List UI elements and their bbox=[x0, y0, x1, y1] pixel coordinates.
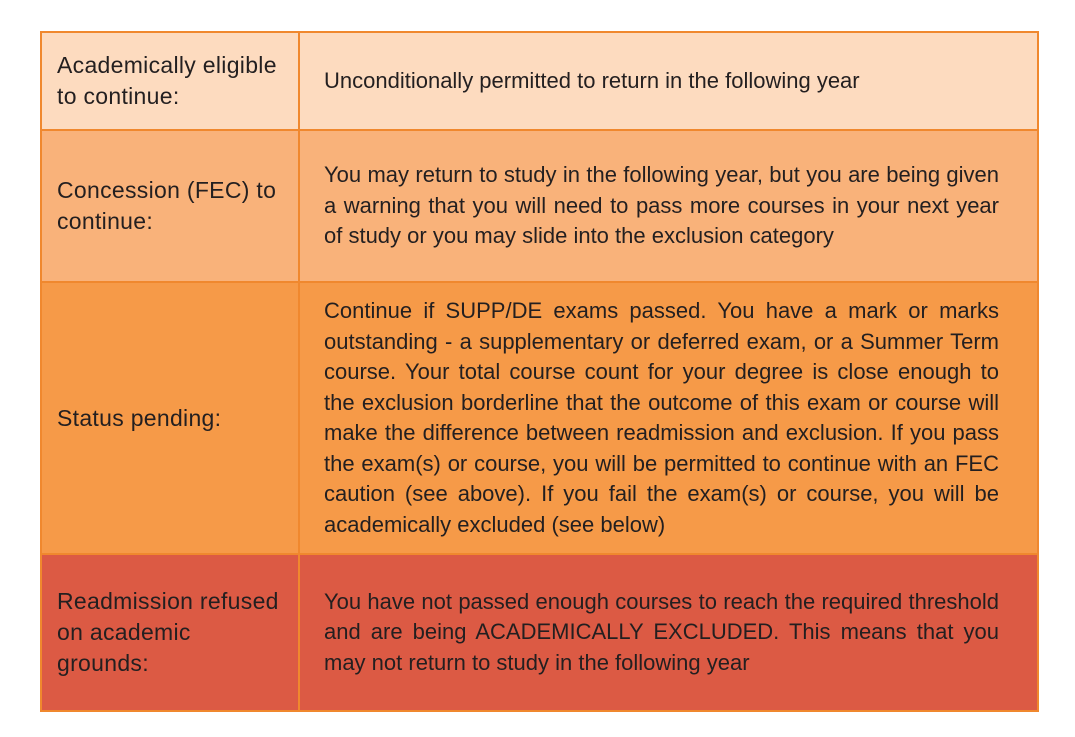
status-label: Readmission refused on academic grounds: bbox=[57, 588, 279, 676]
status-description: Unconditionally permitted to return in the following year bbox=[324, 67, 860, 93]
status-description-cell bbox=[300, 33, 1037, 129]
status-label-cell bbox=[42, 283, 300, 553]
status-label: Concession (FEC) to continue: bbox=[57, 177, 277, 234]
status-description: You may return to study in the following year, but you are being given a warning that you will need to pass more courses in your next year of study or you may slide into the exclusion category bbox=[324, 162, 999, 249]
status-description: You have not passed enough courses to reach the required threshold and are being ACADEMICALLY EXCLUDED. This means that you may not return to study in the following year bbox=[324, 588, 999, 675]
status-description: Continue if SUPP/DE exams passed. You have a mark or marks outstanding - a supplementary or deferred exam, or a Summer Term course. Your total course count for your degree is close enough to the exclusion borderline that the outcome of this exam or course will make the difference between readmission and exclusion. If you pass the exam(s) or course, you will be permitted to continue with an FEC caution (see above). If you fail the exam(s) or course, you will be academically excluded (see below) bbox=[324, 298, 999, 537]
status-label: Status pending: bbox=[57, 404, 222, 431]
table-row-academically-eligible bbox=[42, 33, 1037, 129]
status-description-cell bbox=[300, 131, 1037, 281]
table-row-concession bbox=[42, 129, 1037, 281]
academic-status-table bbox=[40, 31, 1039, 712]
status-label-cell bbox=[42, 555, 300, 710]
status-label-cell bbox=[42, 131, 300, 281]
table-row-readmission-refused bbox=[42, 553, 1037, 710]
status-description-cell bbox=[300, 283, 1037, 553]
table-row-status-pending bbox=[42, 281, 1037, 553]
status-description-cell bbox=[300, 555, 1037, 710]
status-label: Academically eligible to continue: bbox=[57, 52, 277, 109]
status-label-cell bbox=[42, 33, 300, 129]
